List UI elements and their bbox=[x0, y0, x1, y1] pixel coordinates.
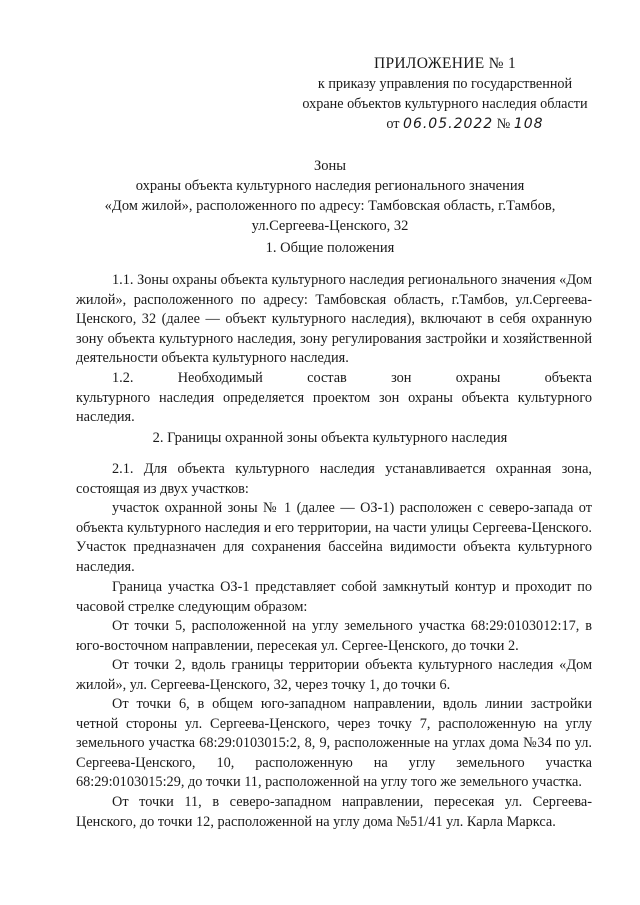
paragraph-2-1-text: 2.1. Для объекта культурного наследия устанавливается охранная зона, состоящая из двух участков: bbox=[76, 461, 592, 497]
paragraph-1-1 bbox=[76, 271, 592, 369]
paragraph-1-1-text: 1.1. Зоны охраны объекта культурного наследия регионального значения «Дом жилой», расположенного по адресу: Тамбовская область, г.Тамбов, ул.Сергеева-Ценского, 32 (далее — объект культурного наследия), включают в себя охранную зону объекта культурного наследия, зону регулирования застройки и хозяйственной деятельности объекта культурного наследия. bbox=[76, 272, 592, 367]
paragraph-1-2-rest: культурного наследия определяется проектом зон охраны объекта культурного наследия. bbox=[76, 389, 592, 426]
heading-line-3: «Дом жилой», расположенного по адресу: Тамбовская область, г.Тамбов, bbox=[104, 198, 556, 214]
paragraph-1-2 bbox=[76, 369, 592, 428]
date-prefix: от bbox=[386, 116, 400, 132]
document-heading bbox=[70, 156, 590, 236]
appendix-title: ПРИЛОЖЕНИЕ № 1 bbox=[373, 55, 517, 72]
paragraph-2-1 bbox=[76, 460, 592, 499]
paragraph-boundary-text: Граница участка ОЗ-1 представляет собой замкнутый контур и проходит по часовой стрелке следующим образом: bbox=[76, 579, 592, 615]
section-2-title: 2. Границы охранной зоны объекта культурного наследия bbox=[152, 430, 508, 446]
handwritten-number: 108 bbox=[513, 116, 544, 132]
paragraph-boundary bbox=[76, 578, 592, 617]
paragraph-oz1-text: участок охранной зоны № 1 (далее — ОЗ-1) расположен с северо-запада от объекта культурного наследия и его территории, на части улицы Сергеева-Ценского. Участок предназначен для сохранения бассейна видимости объекта культурного наследия. bbox=[76, 500, 592, 575]
heading-line-1: Зоны bbox=[313, 158, 347, 174]
paragraph-point-2-text: От точки 2, вдоль границы территории объекта культурного наследия «Дом жилой», ул. Сергеева-Ценского, 32, через точку 1, до точки 6. bbox=[76, 657, 592, 693]
paragraph-oz1 bbox=[76, 499, 592, 577]
heading-line-4: ул.Сергеева-Ценского, 32 bbox=[251, 218, 409, 234]
paragraph-point-6-text: От точки 6, в общем юго-западном направлении, вдоль линии застройки четной стороны ул. Сергеева-Ценского, через точку 7, расположенную на углу земельного участка 68:29:0103015:2, 8, 9, расположенные на углах дома №34 по ул. Сергеева-Ценского, 10, расположенную на углу земельного участка 68:29:0103015:29, до точки 11, расположенной на углу того же земельного участка. bbox=[76, 696, 592, 791]
paragraph-point-11-text: От точки 11, в северо-западном направлении, пересекая ул. Сергеева-Ценского, до точки 12, расположенной на углу дома №51/41 ул. Карла Маркса. bbox=[76, 794, 592, 830]
paragraph-1-2-first-line: 1.2. Необходимый состав зон охраны объекта bbox=[112, 370, 592, 386]
handwritten-date: 06.05.2022 bbox=[403, 116, 494, 132]
appendix-order-line-1: к приказу управления по государственной bbox=[317, 76, 573, 92]
paragraph-point-2 bbox=[76, 656, 592, 695]
appendix-order-line-2: охране объектов культурного наследия области bbox=[302, 96, 588, 112]
paragraph-point-11 bbox=[76, 793, 592, 832]
appendix-date-line bbox=[280, 114, 610, 134]
appendix-header bbox=[280, 54, 610, 134]
paragraph-point-5 bbox=[76, 617, 592, 656]
paragraph-point-6 bbox=[76, 695, 592, 793]
section-1-title: 1. Общие положения bbox=[265, 240, 395, 256]
paragraph-point-5-text: От точки 5, расположенной на углу земельного участка 68:29:0103012:17, в юго-восточном направлении, пересекая ул. Сергее-Ценского, до точки 2. bbox=[76, 618, 592, 654]
heading-line-2: охраны объекта культурного наследия регионального значения bbox=[135, 178, 525, 194]
number-prefix: № bbox=[496, 116, 511, 132]
